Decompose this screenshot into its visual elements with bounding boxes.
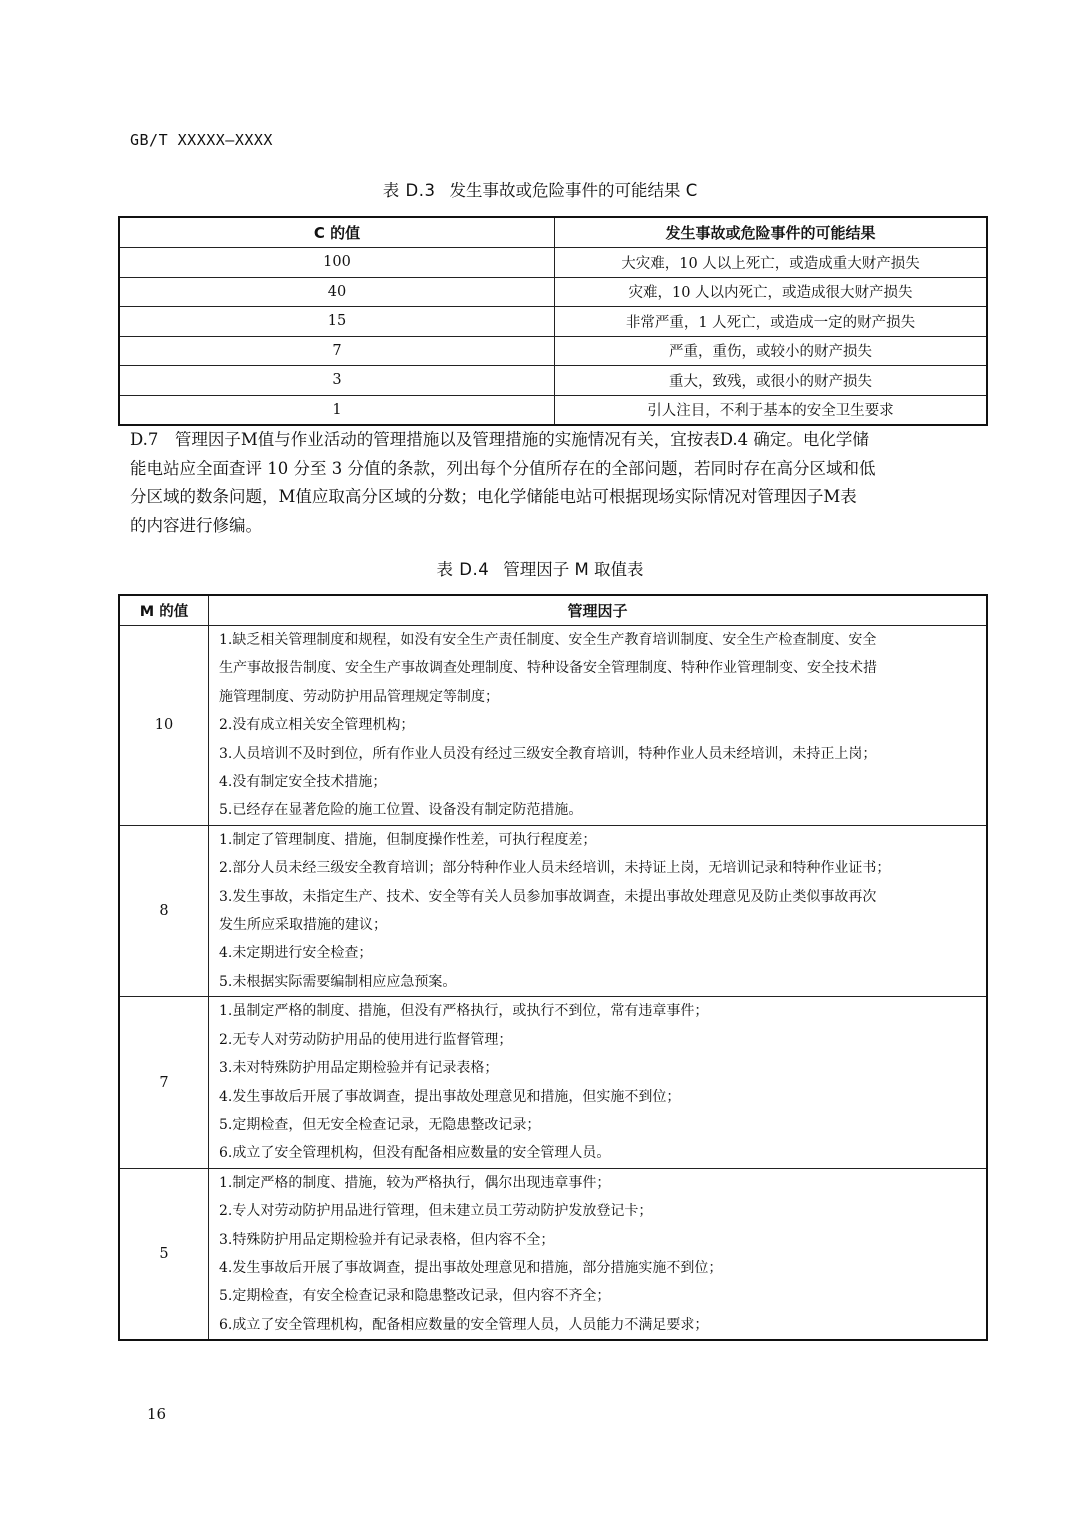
list-item: 5.定期检查，但无安全检查记录，无隐患整改记录；	[219, 1116, 541, 1133]
m-value-cell: 8	[119, 825, 209, 996]
c-value-cell: 7	[119, 336, 555, 366]
list-item: 2.部分人员未经三级安全教育培训；部分特种作业人员未经培训，未持证上岗，无培训记录和特种作业证书；	[219, 860, 891, 877]
list-item: 4.未定期进行安全检查；	[219, 945, 373, 962]
list-item: 发生所应采取措施的建议；	[219, 917, 387, 934]
table-row	[119, 307, 987, 337]
list-item: 1.虽制定严格的制度、措施，但没有严格执行，或执行不到位，常有违章事件；	[219, 1003, 709, 1020]
c-result-cell: 非常严重，1 人死亡，或造成一定的财产损失	[555, 307, 988, 337]
m-value-cell: 7	[119, 997, 209, 1168]
c-result-cell: 引人注目，不利于基本的安全卫生要求	[555, 395, 988, 425]
list-item: 2.专人对劳动防护用品进行管理，但未建立员工劳动防护发放登记卡；	[219, 1203, 653, 1220]
table-d3-caption: 表 D.3	[382, 181, 436, 200]
table-row	[119, 336, 987, 366]
table-d4-caption: 表 D.4	[436, 560, 490, 579]
m-factor-cell	[209, 997, 988, 1168]
table-row	[119, 366, 987, 396]
m-factor-cell	[209, 825, 988, 996]
m-value-cell: 10	[119, 626, 209, 826]
table-row	[119, 1168, 987, 1340]
list-item: 3.未对特殊防护用品定期检验并有记录表格；	[219, 1060, 499, 1077]
c-value-cell: 100	[119, 248, 555, 278]
table-d4-heading	[0, 556, 1080, 580]
list-item: 5.已经存在显著危险的施工位置、设备没有制定防范措施。	[219, 802, 583, 819]
table-d3-col-result: 发生事故或危险事件的可能结果	[555, 217, 988, 248]
table-d4	[118, 594, 988, 1341]
table-d4-title: 管理因子 M 取值表	[503, 560, 644, 579]
table-d3-header-row	[119, 217, 987, 248]
list-item: 5.未根据实际需要编制相应应急预案。	[219, 973, 457, 990]
table-d3-col-value: C 的值	[119, 217, 555, 248]
table-row	[119, 825, 987, 996]
table-d4-header-row	[119, 595, 987, 626]
list-item: 5.定期检查，有安全检查记录和隐患整改记录，但内容不齐全；	[219, 1288, 611, 1305]
c-value-cell: 3	[119, 366, 555, 396]
table-row	[119, 248, 987, 278]
paragraph-d7	[130, 426, 980, 540]
c-value-cell: 15	[119, 307, 555, 337]
m-value-cell: 5	[119, 1168, 209, 1340]
list-item: 3.发生事故，未指定生产、技术、安全等有关人员参加事故调查，未提出事故处理意见及防止类似事故再次	[219, 888, 877, 905]
c-value-cell: 40	[119, 277, 555, 307]
m-factor-cell	[209, 1168, 988, 1340]
list-item: 3.人员培训不及时到位，所有作业人员没有经过三级安全教育培训，特种作业人员未经培训，未持正上岗；	[219, 745, 877, 762]
m-factor-cell	[209, 626, 988, 826]
document-code: GB/T XXXXX—XXXX	[130, 131, 273, 149]
table-row	[119, 395, 987, 425]
paragraph-line: 能电站应全面查评 10 分至 3 分值的条款，列出每个分值所存在的全部问题，若同时存在高分区域和低	[130, 458, 876, 478]
list-item: 1.缺乏相关管理制度和规程，如没有安全生产责任制度、安全生产教育培训制度、安全生产检查制度、安全	[219, 632, 877, 648]
list-item: 1.制定严格的制度、措施，较为严格执行，偶尔出现违章事件；	[219, 1174, 611, 1191]
list-item: 4.发生事故后开展了事故调查，提出事故处理意见和措施，部分措施实施不到位；	[219, 1259, 723, 1276]
c-result-cell: 大灾难，10 人以上死亡，或造成重大财产损失	[555, 248, 988, 278]
paragraph-line: D.7 管理因子M值与作业活动的管理措施以及管理措施的实施情况有关，宜按表D.4 确定。电化学储	[130, 430, 869, 449]
table-d4-col-factor: 管理因子	[209, 595, 988, 626]
list-item: 4.发生事故后开展了事故调查，提出事故处理意见和措施，但实施不到位；	[219, 1088, 681, 1105]
list-item: 6.成立了安全管理机构，配备相应数量的安全管理人员，人员能力不满足要求；	[219, 1316, 709, 1333]
list-item: 2.没有成立相关安全管理机构；	[219, 717, 415, 734]
list-item: 6.成立了安全管理机构，但没有配备相应数量的安全管理人员。	[219, 1145, 611, 1162]
list-item: 生产事故报告制度、安全生产事故调查处理制度、特种设备安全管理制度、特种作业管理制变、安全技术措	[219, 660, 877, 677]
c-result-cell: 重大，致残，或很小的财产损失	[555, 366, 988, 396]
table-row	[119, 626, 987, 826]
list-item: 3.特殊防护用品定期检验并有记录表格，但内容不全；	[219, 1231, 555, 1248]
c-result-cell: 严重，重伤，或较小的财产损失	[555, 336, 988, 366]
list-item: 1.制定了管理制度、措施，但制度操作性差，可执行程度差；	[219, 831, 597, 848]
table-row	[119, 277, 987, 307]
c-result-cell: 灾难，10 人以内死亡，或造成很大财产损失	[555, 277, 988, 307]
paragraph-line: 的内容进行修编。	[130, 515, 262, 535]
table-d3-heading	[0, 177, 1080, 201]
c-value-cell: 1	[119, 395, 555, 425]
list-item: 2.无专人对劳动防护用品的使用进行监督管理；	[219, 1031, 513, 1048]
list-item: 4.没有制定安全技术措施；	[219, 774, 387, 791]
table-row	[119, 997, 987, 1168]
table-d4-col-value: M 的值	[119, 595, 209, 626]
table-d3-title: 发生事故或危险事件的可能结果 C	[449, 181, 698, 200]
page-number: 16	[147, 1405, 167, 1423]
paragraph-line: 分区域的数条问题，M值应取高分区域的分数；电化学储能电站可根据现场实际情况对管理因子M表	[130, 487, 857, 506]
list-item: 施管理制度、劳动防护用品管理规定等制度；	[219, 688, 499, 705]
table-d3	[118, 216, 988, 426]
